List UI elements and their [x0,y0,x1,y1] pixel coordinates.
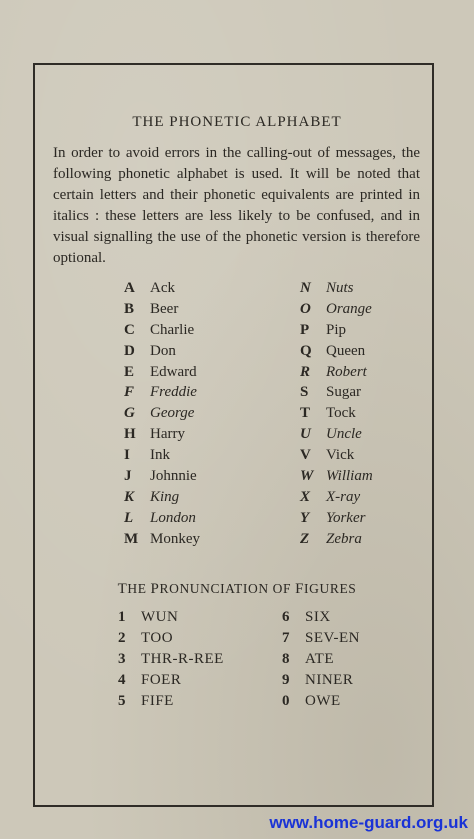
alphabet-entry [124,405,200,426]
figure-pronunciation: SEV-EN [305,630,360,646]
alphabet-letter: M [124,530,139,547]
alphabet-word: Tock [326,405,356,422]
figure-entry [118,651,224,672]
alphabet-letter: Q [300,342,312,359]
alphabet-word: Monkey [150,530,200,547]
figure-entry [282,630,360,651]
figure-entry [118,693,224,714]
figure-pronunciation: SIX [305,609,331,625]
alphabet-entry [300,447,373,468]
figure-number: 1 [118,609,126,625]
alphabet-letter: Y [300,509,310,526]
alphabet-entry [300,280,373,301]
alphabet-letter: T [300,405,311,422]
figures-heading: THE PRONUNCIATION OF FIGURES [117,581,357,597]
figure-entry [118,630,224,651]
alphabet-word: Pip [326,321,347,338]
figure-pronunciation: WUN [141,609,179,625]
alphabet-letter: P [300,321,310,338]
alphabet-word: Yorker [326,509,366,526]
alphabet-letter: D [124,342,135,359]
alphabet-word: Nuts [326,280,354,296]
watermark-link[interactable]: www.home-guard.org.uk [269,813,468,832]
alphabet-letter: O [300,300,311,317]
figure-number: 0 [282,693,290,709]
alphabet-word: X-ray [326,488,361,505]
figure-pronunciation: THR-R-REE [141,651,224,667]
alphabet-word: Ink [150,447,170,464]
figure-pronunciation: FOER [141,672,182,688]
figure-entry [118,609,224,630]
alphabet-word: George [150,405,195,422]
alphabet-word: Beer [150,300,179,317]
alphabet-entry [124,322,200,343]
alphabet-entry [124,301,200,322]
figure-entry [282,651,360,672]
alphabet-word: London [150,509,196,526]
alphabet-entry [124,343,200,364]
alphabet-entry [124,468,200,489]
figure-pronunciation: OWE [305,693,341,709]
figure-number: 3 [118,651,126,667]
figure-number: 2 [118,630,126,646]
alphabet-letter: H [124,426,136,443]
alphabet-letter: Z [300,530,310,547]
alphabet-entry [124,384,200,405]
figures-column-right [282,609,360,714]
alphabet-entry [124,531,200,552]
figure-number: 6 [282,609,290,625]
alphabet-entry [300,301,373,322]
figure-pronunciation: ATE [305,651,334,667]
alphabet-letter: V [300,447,311,464]
alphabet-word: Freddie [150,384,197,401]
figure-entry [282,609,360,630]
figures-column-left [118,609,224,714]
alphabet-letter: N [300,280,311,296]
alphabet-word: Harry [150,426,185,443]
alphabet-entry [124,364,200,385]
alphabet-letter: S [300,384,309,401]
alphabet-letter: R [300,363,311,380]
alphabet-entry [124,447,200,468]
alphabet-letter: L [124,509,134,526]
figure-number: 8 [282,651,290,667]
alphabet-word: Ack [150,280,175,296]
figure-pronunciation: TOO [141,630,174,646]
alphabet-entry [300,468,373,489]
alphabet-entry [300,364,373,385]
alphabet-entry [300,531,373,552]
alphabet-entry [300,489,373,510]
alphabet-letter: A [124,280,135,296]
alphabet-word: Edward [150,363,197,380]
alphabet-word: Uncle [326,426,362,443]
figure-number: 7 [282,630,290,646]
alphabet-letter: B [124,300,135,317]
intro-paragraph: In order to avoid errors in the calling-out of messages, the following phonetic alphabet is used. It will be noted that certain letters and their phonetic equivalents are printed in italics : these letters are less likely to be confused, and in visual signalling the use of the phonetic version is therefore optional. [53,145,420,266]
alphabet-word: Zebra [326,530,362,547]
alphabet-entry [300,510,373,531]
alphabet-letter: C [124,321,135,338]
alphabet-word: Robert [326,363,367,380]
alphabet-entry [124,426,200,447]
alphabet-letter: G [124,405,135,422]
alphabet-letter: U [300,426,311,443]
alphabet-word: King [150,488,180,505]
page-title: THE PHONETIC ALPHABET [132,114,342,130]
alphabet-entry [124,280,200,301]
alphabet-letter: E [124,363,135,380]
figure-number: 9 [282,672,290,688]
alphabet-word: Vick [326,447,355,464]
alphabet-entry [300,426,373,447]
alphabet-entry [300,384,373,405]
alphabet-letter: J [124,468,132,485]
alphabet-letter: F [124,384,135,401]
alphabet-entry [124,510,200,531]
figure-pronunciation: FIFE [141,693,174,709]
alphabet-column-left [124,280,200,552]
figure-number: 5 [118,693,126,709]
alphabet-column-right [300,280,373,552]
alphabet-word: Don [150,342,176,359]
figure-entry [118,672,224,693]
alphabet-word: Sugar [326,384,361,401]
alphabet-word: Johnnie [150,468,197,485]
alphabet-letter: K [124,488,135,505]
alphabet-word: Charlie [150,321,195,338]
alphabet-letter: X [300,488,311,505]
alphabet-word: William [326,468,373,485]
alphabet-letter: I [124,447,130,464]
figure-entry [282,693,360,714]
alphabet-letter: W [300,468,314,485]
figure-entry [282,672,360,693]
alphabet-word: Queen [326,342,366,359]
alphabet-word: Orange [326,300,372,317]
alphabet-entry [124,489,200,510]
alphabet-entry [300,322,373,343]
alphabet-entry [300,343,373,364]
figure-number: 4 [118,672,126,688]
alphabet-entry [300,405,373,426]
figure-pronunciation: NINER [305,672,354,688]
